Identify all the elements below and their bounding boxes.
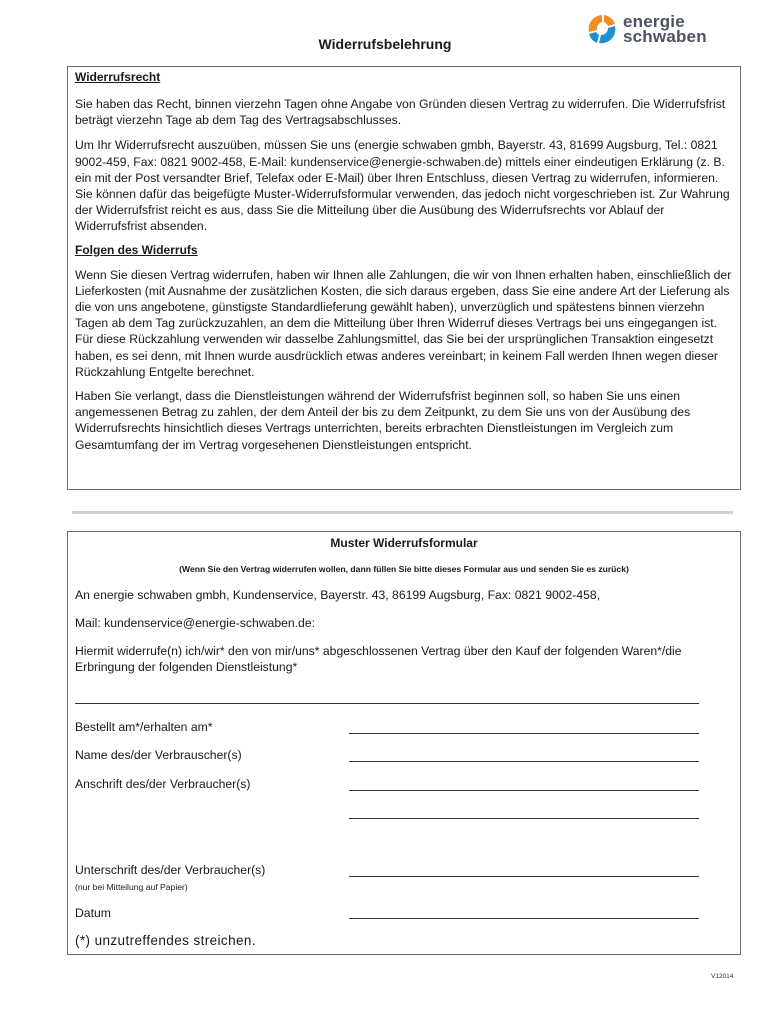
form-statement: Hiermit widerrufe(n) ich/wir* den von mir/uns* abgeschlossenen Vertrag über den Kauf der folgenden Waren*/die Erbringung der folgenden Dienstleistung*	[75, 644, 682, 674]
form-title: Muster Widerrufsformular	[330, 536, 478, 550]
withdrawal-form-box	[67, 531, 741, 955]
right-of-withdrawal-para2: Um Ihr Widerrufsrecht auszuüben, müssen Sie uns (energie schwaben gmbh, Bayerstr. 43, 81699 Augsburg, Tel.: 0821 9002-459, Fax: 0821 9002-458, E-Mail: kundenservice@energie-schwaben.de) mittels einer eindeutigen Erklärung (z. B. ein mit der Post versandter Brief, Telefax oder E-Mail) über Ihren Entschluss, diesen Vertrag zu widerrufen, informieren. Sie können dafür das beigefügte Muster-Widerrufsformular verwenden, das jedoch nicht vorgeschrieben ist. Zur Wahrung der Widerrufsfrist reicht es aus, dass Sie die Mitteilung über die Ausübung des Widerrufsrechts vor Ablauf der Widerrufsfrist absenden.	[75, 138, 730, 234]
consumer-name-label: Name des/der Verbrauscher(s)	[75, 748, 242, 762]
energie-schwaben-logo	[585, 12, 725, 48]
logo-text-line1: energie	[623, 12, 685, 31]
consumer-address-label: Anschrift des/der Verbraucher(s)	[75, 777, 251, 791]
form-address: An energie schwaben gmbh, Kundenservice, Bayerstr. 43, 86199 Augsburg, Fax: 0821 9002-458,	[75, 588, 601, 602]
logo-text-line2: schwaben	[623, 27, 707, 46]
form-mail: Mail: kundenservice@energie-schwaben.de:	[75, 616, 316, 630]
date-entry-line[interactable]	[349, 918, 699, 919]
signature-label: Unterschrift des/der Verbraucher(s)	[75, 863, 266, 877]
form-footnote: (*) unzutreffendes streichen.	[75, 933, 256, 948]
version-code: V12014	[711, 973, 734, 980]
ordered-entry-line[interactable]	[349, 733, 699, 734]
form-note: (Wenn Sie den Vertrag widerrufen wollen, dann füllen Sie bitte dieses Formular aus und senden Sie es zurück)	[179, 564, 629, 574]
logo-mark-icon	[585, 12, 619, 46]
goods-entry-line[interactable]	[75, 703, 699, 704]
right-of-withdrawal-para1: Sie haben das Recht, binnen vierzehn Tagen ohne Angabe von Gründen diesen Vertrag zu widerrufen. Die Widerrufsfrist beträgt vierzehn Tage ab dem Tag des Vertragsabschlusses.	[75, 97, 726, 128]
consumer-address-entry-line-2[interactable]	[349, 818, 699, 819]
document-title: Widerrufsbelehrung	[318, 36, 452, 52]
consumer-name-entry-line[interactable]	[349, 761, 699, 762]
section-divider	[72, 511, 733, 514]
ordered-label: Bestellt am*/erhalten am*	[75, 720, 213, 734]
consequences-heading: Folgen des Widerrufs	[75, 242, 198, 257]
cancellation-policy-box	[67, 66, 741, 490]
right-of-withdrawal-heading: Widerrufsrecht	[75, 70, 161, 84]
consumer-address-entry-line-1[interactable]	[349, 790, 699, 791]
consequences-para1: Wenn Sie diesen Vertrag widerrufen, haben wir Ihnen alle Zahlungen, die wir von Ihnen erhalten haben, einschließlich der Lieferkosten (mit Ausnahme der zusätzlichen Kosten, die sich daraus ergeben, dass Sie eine andere Art der Lieferung als die von uns angebotene, günstigste Standardlieferung gewählt haben), unverzüglich und spätestens binnen vierzehn Tagen ab dem Tag zurückzuzahlen, an dem die Mitteilung über Ihren Widerruf dieses Vertrags bei uns eingegangen ist. Für diese Rückzahlung verwenden wir dasselbe Zahlungsmittel, das Sie bei der ursprünglichen Transaktion eingesetzt haben, es sei denn, mit Ihnen wurde ausdrücklich etwas anderes vereinbart; in keinem Fall werden Ihnen wegen dieser Rückzahlung Entgelte berechnet.	[75, 267, 732, 379]
signature-entry-line[interactable]	[349, 876, 699, 877]
date-label: Datum	[75, 906, 111, 920]
signature-note: (nur bei Mitteilung auf Papier)	[75, 882, 188, 892]
consequences-para2: Haben Sie verlangt, dass die Dienstleistungen während der Widerrufsfrist beginnen soll, so haben Sie uns einen angemessenen Betrag zu zahlen, der dem Anteil der bis zu dem Zeitpunkt, zu dem Sie uns von der Ausübung des Widerrufsrechts hinsichtlich dieses Vertrags unterrichten, bereits erbrachten Dienstleistungen im Vergleich zum Gesamtumfang der im Vertrag vorgesehenen Dienstleistungen entspricht.	[75, 389, 691, 452]
